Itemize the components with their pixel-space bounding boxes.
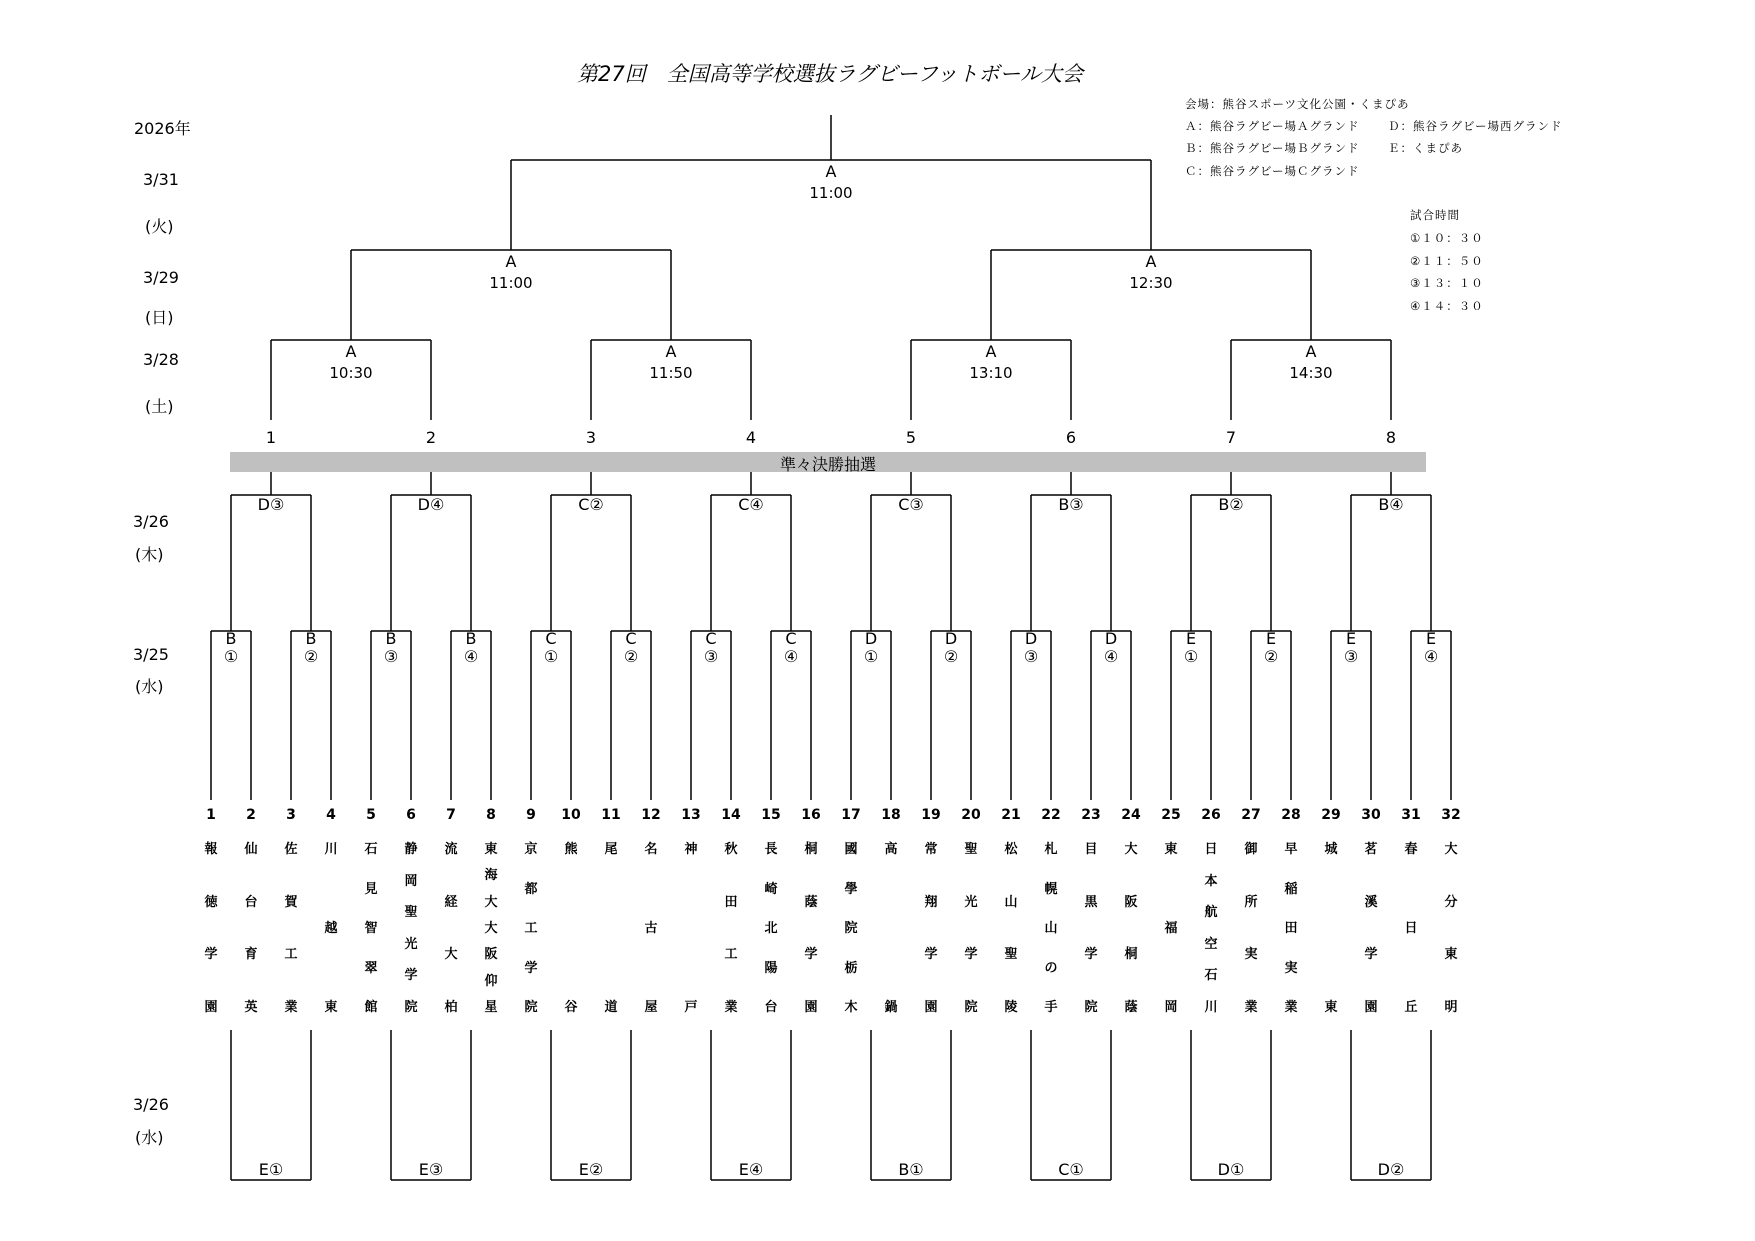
team-name-char: 蔭 xyxy=(1124,1000,1138,1015)
team-name-char: 鍋 xyxy=(884,1000,898,1015)
r2-match-label: B④ xyxy=(1378,495,1404,514)
consolation-label: E③ xyxy=(418,1160,444,1179)
semi-venue: A xyxy=(505,252,517,271)
team-name xyxy=(636,838,666,1015)
team-number: 16 xyxy=(801,807,821,823)
team-name-char: 岡 xyxy=(404,874,418,889)
team-number: 12 xyxy=(641,807,661,823)
team-name-char: 熊 xyxy=(564,842,578,857)
team-name-char: 佐 xyxy=(284,842,298,857)
quarter-venue: A xyxy=(665,342,677,361)
match-time-1: ①１０：３０ xyxy=(1410,231,1484,245)
team-name-char: 館 xyxy=(364,1000,378,1015)
semi-time: 12:30 xyxy=(1129,274,1173,292)
r2-match-label: D③ xyxy=(257,495,285,514)
team-name-char: 陵 xyxy=(1004,1000,1018,1015)
team-name xyxy=(1316,838,1346,1015)
final-venue: A xyxy=(825,162,837,181)
team-name xyxy=(276,838,306,1015)
team-name-char: 北 xyxy=(764,921,778,936)
quarter-time: 11:50 xyxy=(649,364,693,382)
team-number: 2 xyxy=(246,807,256,823)
team-name-char: 古 xyxy=(644,921,658,936)
semi-venue: A xyxy=(1145,252,1157,271)
team-name-char: 実 xyxy=(1284,961,1298,976)
r1-match-venue: E xyxy=(1345,629,1357,648)
team-name-char: 学 xyxy=(404,968,418,983)
qf-slot-number: 5 xyxy=(905,428,917,447)
team-name-char: 山 xyxy=(1044,921,1058,936)
team-name-char: 東 xyxy=(484,842,498,857)
team-number: 13 xyxy=(681,807,701,823)
r1-match-number: ③ xyxy=(1343,647,1359,666)
r1-match-number: ② xyxy=(303,647,319,666)
team-number: 17 xyxy=(841,807,861,823)
team-name xyxy=(1196,838,1226,1015)
team-name-char: 工 xyxy=(524,921,538,936)
team-number: 15 xyxy=(761,807,781,823)
team-name-char: 國 xyxy=(844,842,858,857)
team-name-char: 春 xyxy=(1404,842,1418,857)
team-name xyxy=(1396,838,1426,1015)
team-name-char: 経 xyxy=(444,895,458,910)
team-name-char: 徳 xyxy=(204,895,218,910)
qf-slot-number: 2 xyxy=(425,428,437,447)
team-number: 31 xyxy=(1401,807,1421,823)
team-name-char: 育 xyxy=(244,947,258,962)
r1-match-number: ③ xyxy=(703,647,719,666)
r1-match-number: ① xyxy=(1183,647,1199,666)
team-name-char: 分 xyxy=(1444,895,1458,910)
team-name xyxy=(436,838,466,1015)
team-number: 25 xyxy=(1161,807,1181,823)
page-title: 第27回 全国高等学校選抜ラグビーフットボール大会 xyxy=(577,62,1083,86)
team-name-char: 見 xyxy=(364,882,378,897)
r2-match-label: D④ xyxy=(417,495,445,514)
r1-match-venue: E xyxy=(1425,629,1437,648)
quarter-venue: A xyxy=(345,342,357,361)
team-name-char: 星 xyxy=(484,1000,498,1015)
venue-d: Ｄ：熊谷ラグビー場西グランド xyxy=(1388,119,1563,133)
team-name-char: 明 xyxy=(1444,1000,1458,1015)
team-name-char: 蔭 xyxy=(804,895,818,910)
r1-match-number: ④ xyxy=(1103,647,1119,666)
team-name-char: 光 xyxy=(404,937,418,952)
qf-slot-number: 4 xyxy=(745,428,757,447)
team-name-char: 田 xyxy=(1284,921,1298,936)
team-name xyxy=(956,838,986,1015)
r1-date: 3/25 xyxy=(133,645,169,664)
r1-match-number: ② xyxy=(623,647,639,666)
r2-day: (木) xyxy=(135,545,164,564)
r2-date: 3/26 xyxy=(133,512,169,531)
team-number: 8 xyxy=(486,807,496,823)
team-name-char: 茗 xyxy=(1364,842,1378,857)
team-name-char: 幌 xyxy=(1044,882,1058,897)
quarter-venue: A xyxy=(985,342,997,361)
team-name-char: 業 xyxy=(1284,1000,1298,1015)
team-name-char: 学 xyxy=(524,961,538,976)
venue-e: Ｅ：くまぴあ xyxy=(1388,141,1463,155)
team-number: 24 xyxy=(1121,807,1141,823)
team-number: 29 xyxy=(1321,807,1341,823)
r1-match-venue: E xyxy=(1265,629,1277,648)
team-name-char: 学 xyxy=(804,947,818,962)
team-name-char: 智 xyxy=(364,921,378,936)
team-number: 11 xyxy=(601,807,621,823)
team-name-char: 聖 xyxy=(964,842,978,857)
r1-match-number: ② xyxy=(943,647,959,666)
team-name-char: 大 xyxy=(484,895,498,910)
r1-match-venue: B xyxy=(465,629,477,648)
team-name-char: 栃 xyxy=(844,961,858,976)
team-name-char: 川 xyxy=(324,842,338,857)
qf-date: 3/28 xyxy=(143,350,179,369)
team-name-char: 早 xyxy=(1284,842,1298,857)
team-name-char: 院 xyxy=(844,921,858,936)
team-name-char: 越 xyxy=(324,921,338,936)
team-name-char: 溪 xyxy=(1364,895,1378,910)
quarter-time: 10:30 xyxy=(329,364,373,382)
team-name-char: 業 xyxy=(1244,1000,1258,1015)
draw-label: 準々決勝抽選 xyxy=(779,455,876,474)
quarter-time: 14:30 xyxy=(1289,364,1333,382)
r1-match-venue: D xyxy=(864,629,878,648)
team-name-char: 流 xyxy=(444,842,458,857)
r2-match-label: C③ xyxy=(898,495,924,514)
team-name-char: 静 xyxy=(404,842,418,857)
team-name-char: 川 xyxy=(1204,1000,1218,1015)
team-name-char: 常 xyxy=(924,842,938,857)
team-name xyxy=(1116,838,1146,1015)
team-number: 14 xyxy=(721,807,741,823)
team-name-char: 道 xyxy=(604,1000,618,1015)
team-number: 28 xyxy=(1281,807,1301,823)
team-number: 18 xyxy=(881,807,901,823)
cons-day: (水) xyxy=(135,1128,164,1147)
team-name xyxy=(596,838,626,1015)
match-time-2: ②１１：５０ xyxy=(1410,254,1484,268)
team-name xyxy=(756,838,786,1015)
r2-match-label: C④ xyxy=(738,495,764,514)
team-name xyxy=(196,838,226,1015)
quarter-venue: A xyxy=(1305,342,1317,361)
r1-match-venue: C xyxy=(705,629,717,648)
team-name-char: 学 xyxy=(1084,947,1098,962)
team-name-char: 賀 xyxy=(284,895,298,910)
team-name xyxy=(476,838,506,1015)
team-name xyxy=(516,838,546,1015)
team-name-char: 翔 xyxy=(924,895,938,910)
team-name-char: 業 xyxy=(284,1000,298,1015)
qf-day: (土) xyxy=(145,397,174,416)
team-name-char: 石 xyxy=(1204,968,1218,983)
team-name xyxy=(1156,838,1186,1015)
team-name-char: 都 xyxy=(524,882,538,897)
team-name-char: 尾 xyxy=(604,842,618,857)
r1-match-number: ① xyxy=(863,647,879,666)
r1-match-venue: C xyxy=(625,629,637,648)
team-name-char: 聖 xyxy=(1004,947,1018,962)
team-name-char: 岡 xyxy=(1164,1000,1178,1015)
team-name-char: 福 xyxy=(1164,921,1178,936)
team-name-char: 東 xyxy=(1324,1000,1338,1015)
r1-day: (水) xyxy=(135,677,164,696)
team-name-char: 柏 xyxy=(444,1000,458,1015)
team-name-char: 報 xyxy=(204,842,218,857)
team-name xyxy=(796,838,826,1015)
r1-match-number: ④ xyxy=(1423,647,1439,666)
team-name-char: 所 xyxy=(1244,895,1258,910)
team-name xyxy=(1076,838,1106,1015)
team-number: 30 xyxy=(1361,807,1381,823)
team-name-char: 田 xyxy=(724,895,738,910)
team-number: 26 xyxy=(1201,807,1221,823)
qf-slot-number: 6 xyxy=(1065,428,1077,447)
r1-match-venue: D xyxy=(1104,629,1118,648)
r1-match-venue: D xyxy=(1024,629,1038,648)
team-name xyxy=(676,838,706,1015)
team-name xyxy=(1276,838,1306,1015)
team-name-char: 園 xyxy=(1364,1000,1378,1015)
qf-slot-number: 1 xyxy=(265,428,277,447)
team-name-char: 空 xyxy=(1204,937,1218,952)
team-number: 10 xyxy=(561,807,581,823)
team-name xyxy=(916,838,946,1015)
r2-match-label: C② xyxy=(578,495,604,514)
team-name xyxy=(876,838,906,1015)
team-number: 23 xyxy=(1081,807,1101,823)
team-name-char: 札 xyxy=(1044,842,1058,857)
team-number: 5 xyxy=(366,807,376,823)
team-name xyxy=(236,838,266,1015)
team-name-char: 城 xyxy=(1324,842,1338,857)
qf-slot-number: 3 xyxy=(585,428,597,447)
team-name-char: 日 xyxy=(1204,842,1218,857)
team-name-char: 台 xyxy=(244,895,258,910)
team-name-char: 谷 xyxy=(564,1000,578,1015)
team-name-char: 航 xyxy=(1204,905,1218,920)
team-name-char: 英 xyxy=(244,1000,258,1015)
team-name-char: 学 xyxy=(1364,947,1378,962)
team-name xyxy=(356,838,386,1015)
team-name-char: 学 xyxy=(924,947,938,962)
team-number: 32 xyxy=(1441,807,1461,823)
team-name-char: 手 xyxy=(1044,1000,1058,1015)
team-number: 3 xyxy=(286,807,296,823)
team-name-char: 秋 xyxy=(724,842,738,857)
team-name-char: の xyxy=(1044,961,1058,976)
team-name-char: 海 xyxy=(484,868,498,883)
team-name-char: 東 xyxy=(324,1000,338,1015)
team-name-char: 石 xyxy=(364,842,378,857)
consolation-label: B① xyxy=(898,1160,924,1179)
team-name-char: 本 xyxy=(1204,874,1218,889)
team-name-char: 園 xyxy=(804,1000,818,1015)
team-name-char: 山 xyxy=(1004,895,1018,910)
r1-match-number: ③ xyxy=(383,647,399,666)
r1-match-venue: E xyxy=(1185,629,1197,648)
team-name-char: 台 xyxy=(764,1000,778,1015)
year-label: 2026年 xyxy=(134,119,191,138)
team-name xyxy=(836,838,866,1015)
team-number: 27 xyxy=(1241,807,1261,823)
r1-match-venue: C xyxy=(545,629,557,648)
r1-match-number: ④ xyxy=(463,647,479,666)
match-time-4: ④１４：３０ xyxy=(1410,299,1484,313)
team-number: 9 xyxy=(526,807,536,823)
team-name-char: 京 xyxy=(524,842,538,857)
team-name-char: 戸 xyxy=(684,1000,698,1015)
team-name-char: 院 xyxy=(964,1000,978,1015)
team-name-char: 聖 xyxy=(404,905,418,920)
team-name xyxy=(396,838,426,1015)
r2-match-label: B② xyxy=(1218,495,1244,514)
team-name-char: 長 xyxy=(764,842,778,857)
team-name-char: 高 xyxy=(884,842,898,857)
r1-match-venue: D xyxy=(944,629,958,648)
team-name-char: 業 xyxy=(724,1000,738,1015)
team-name-char: 院 xyxy=(404,1000,418,1015)
team-name-char: 名 xyxy=(644,842,658,857)
team-name-char: 目 xyxy=(1084,842,1098,857)
team-number: 19 xyxy=(921,807,941,823)
r1-match-venue: C xyxy=(785,629,797,648)
team-name-char: 陽 xyxy=(764,961,778,976)
team-name xyxy=(1036,838,1066,1015)
team-name-char: 神 xyxy=(684,842,698,857)
team-name-char: 院 xyxy=(524,1000,538,1015)
team-name-char: 大 xyxy=(1444,842,1458,857)
team-name-char: 院 xyxy=(1084,1000,1098,1015)
team-name-char: 大 xyxy=(444,947,458,962)
team-name-char: 東 xyxy=(1444,947,1458,962)
team-name-char: 工 xyxy=(724,947,738,962)
team-name-char: 日 xyxy=(1404,921,1418,936)
team-name-char: 東 xyxy=(1164,842,1178,857)
match-times-header: 試合時間 xyxy=(1410,208,1460,222)
team-name xyxy=(996,838,1026,1015)
team-name xyxy=(716,838,746,1015)
venue-header: 会場：熊谷スポーツ文化公園・くまぴあ xyxy=(1185,97,1410,111)
team-name-char: 仙 xyxy=(244,842,258,857)
team-name-char: 阪 xyxy=(484,947,498,962)
r1-match-number: ② xyxy=(1263,647,1279,666)
team-name-char: 学 xyxy=(964,947,978,962)
team-name-char: 桐 xyxy=(1124,947,1138,962)
cons-date: 3/26 xyxy=(133,1095,169,1114)
team-name-char: 稲 xyxy=(1284,882,1298,897)
team-name-char: 学 xyxy=(204,947,218,962)
team-number: 1 xyxy=(206,807,216,823)
quarter-time: 13:10 xyxy=(969,364,1013,382)
team-name-char: 園 xyxy=(204,1000,218,1015)
team-name-char: 翠 xyxy=(364,961,378,976)
team-name xyxy=(1356,838,1386,1015)
final-day: (火) xyxy=(145,217,174,236)
team-number: 6 xyxy=(406,807,416,823)
r1-match-number: ④ xyxy=(783,647,799,666)
r1-match-venue: B xyxy=(385,629,397,648)
team-name-char: 阪 xyxy=(1124,895,1138,910)
team-number: 21 xyxy=(1001,807,1021,823)
team-name-char: 園 xyxy=(924,1000,938,1015)
team-name xyxy=(1236,838,1266,1015)
team-name-char: 丘 xyxy=(1404,1000,1418,1015)
final-date: 3/31 xyxy=(143,170,179,189)
team-name xyxy=(556,838,586,1015)
team-name-char: 屋 xyxy=(644,1000,658,1015)
team-name xyxy=(1436,838,1466,1015)
consolation-label: D② xyxy=(1377,1160,1405,1179)
team-name-char: 実 xyxy=(1244,947,1258,962)
match-time-3: ③１３：１０ xyxy=(1410,276,1484,290)
team-name-char: 仰 xyxy=(484,974,498,989)
r1-match-venue: B xyxy=(225,629,237,648)
team-name xyxy=(316,838,346,1015)
team-number: 4 xyxy=(326,807,336,823)
r1-match-number: ① xyxy=(543,647,559,666)
final-time: 11:00 xyxy=(809,184,853,202)
team-name-char: 大 xyxy=(484,921,498,936)
consolation-label: E② xyxy=(578,1160,604,1179)
venue-a: Ａ：熊谷ラグビー場Ａグランド xyxy=(1185,119,1360,133)
qf-slot-number: 7 xyxy=(1225,428,1237,447)
semi-day: (日) xyxy=(145,308,174,327)
team-name-char: 御 xyxy=(1244,842,1258,857)
qf-slot-number: 8 xyxy=(1385,428,1397,447)
team-name-char: 學 xyxy=(844,882,858,897)
consolation-label: C① xyxy=(1058,1160,1084,1179)
venue-c: Ｃ：熊谷ラグビー場Ｃグランド xyxy=(1185,164,1360,178)
semi-date: 3/29 xyxy=(143,268,179,287)
r1-match-number: ① xyxy=(223,647,239,666)
r2-match-label: B③ xyxy=(1058,495,1084,514)
semi-time: 11:00 xyxy=(489,274,533,292)
consolation-label: E① xyxy=(258,1160,284,1179)
team-name-char: 桐 xyxy=(804,842,818,857)
r1-match-venue: B xyxy=(305,629,317,648)
team-number: 7 xyxy=(446,807,456,823)
consolation-label: E④ xyxy=(738,1160,764,1179)
team-name-char: 崎 xyxy=(764,882,778,897)
team-name-char: 工 xyxy=(284,947,298,962)
team-name-char: 光 xyxy=(964,895,978,910)
team-name-char: 黒 xyxy=(1084,895,1098,910)
venue-b: Ｂ：熊谷ラグビー場Ｂグランド xyxy=(1185,141,1360,155)
team-name-char: 木 xyxy=(844,1000,858,1015)
team-name-char: 松 xyxy=(1004,842,1018,857)
consolation-label: D① xyxy=(1217,1160,1245,1179)
r1-match-number: ③ xyxy=(1023,647,1039,666)
team-number: 22 xyxy=(1041,807,1061,823)
team-number: 20 xyxy=(961,807,981,823)
team-name-char: 大 xyxy=(1124,842,1138,857)
